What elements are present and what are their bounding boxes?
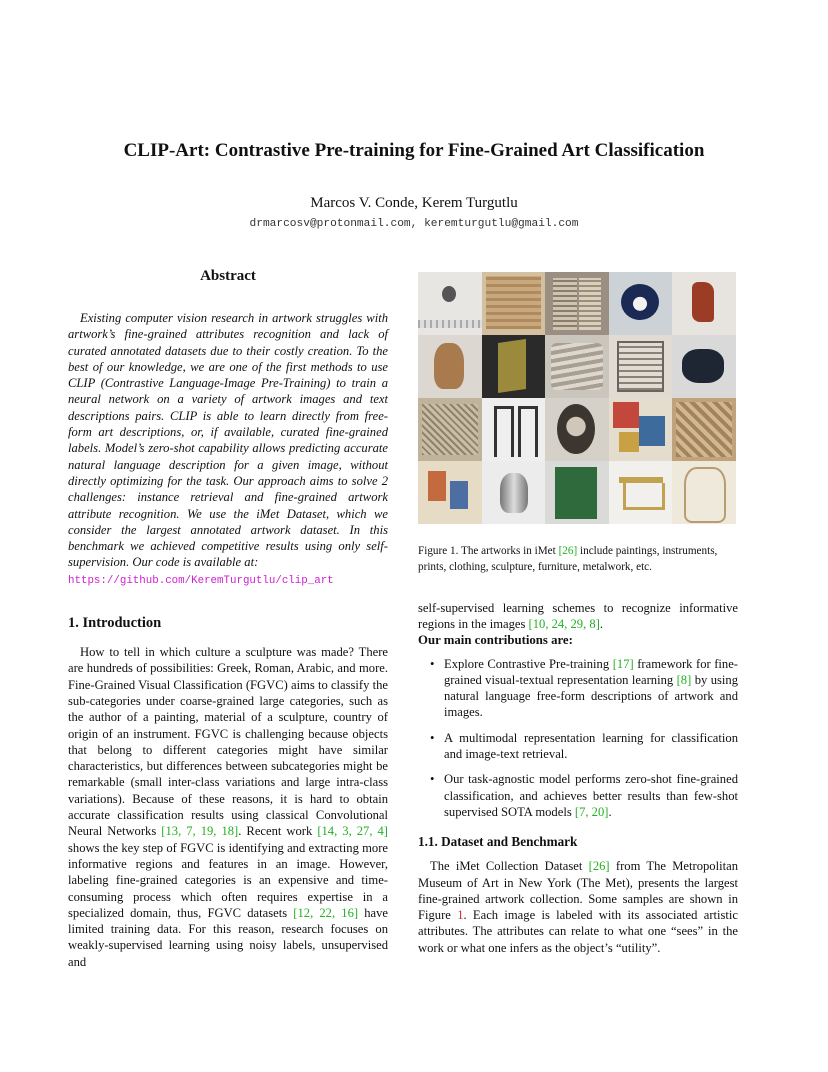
artwork-image-fragment: [672, 272, 736, 335]
artwork-image-textile-pattern: [672, 398, 736, 461]
citation[interactable]: [14, 3, 27, 4]: [317, 824, 388, 839]
artwork-image-etching: [418, 398, 482, 461]
contributions-heading: Our main contributions are:: [418, 632, 573, 647]
artwork-image-portrait: [545, 398, 609, 461]
artwork-image-chairs: [482, 398, 546, 461]
artwork-image-vase: [418, 335, 482, 398]
abstract-text: [68, 310, 388, 589]
intro-text-4: have limited training data. For this reason, research focuses on weakly-supervised learning using noisy labels, unsupervised and: [68, 905, 389, 969]
contribution-item: [418, 656, 738, 721]
dataset-text: . Each image is labeled with its associated artistic attributes. The attributes can relate to what one “sees” in the work or what one infers as the object’s “utility”.: [418, 908, 738, 955]
intro-heading: 1. Introduction: [68, 615, 162, 632]
contribution-text: A multimodal representation learning for classification and image-text retrieval.: [444, 730, 738, 762]
contribution-text: framework for fine-grained visual-textual representation learning: [444, 656, 738, 687]
dataset-text: The iMet Collection Dataset: [430, 859, 589, 874]
artwork-image-gilded-table: [609, 461, 673, 524]
caption-text-1: Figure 1. The artworks in iMet: [418, 545, 559, 557]
contribution-item: [418, 771, 738, 820]
dataset-heading: 1.1. Dataset and Benchmark: [418, 834, 578, 850]
intro-text-3: shows the key step of FGVC is identifying and extracting more informative regions and features in an image. However, labeling fine-grained categories is an expensive and time-consuming process which often requires expertise in a specialized domain, thus, FGVC datasets: [68, 840, 388, 920]
code-link[interactable]: https://github.com/KeremTurgutlu/clip_art: [68, 574, 334, 587]
paper-title: CLIP-Art: Contrastive Pre-training for Fine-Grained Art Classification: [123, 140, 705, 161]
author-emails: drmarcosv@protonmail.com, keremturgutlu@gmail.com: [249, 218, 579, 230]
citation[interactable]: [7, 20]: [574, 804, 609, 819]
artwork-image-ornament-drawing: [672, 461, 736, 524]
contribution-text: Our task-agnostic model performs zero-shot fine-grained classification, and achieves better results than few-shot supervised SOTA models: [444, 772, 738, 819]
intro-cont-text: self-supervised learning schemes to recognize informative regions in the images: [418, 601, 738, 632]
citation[interactable]: [12, 22, 16]: [293, 905, 359, 920]
bullet: •: [430, 656, 435, 671]
intro-paragraph: [68, 644, 388, 970]
artwork-image-dark-pot: [672, 335, 736, 398]
citation[interactable]: [17]: [612, 656, 634, 671]
contribution-text: Explore Contrastive Pre-training: [444, 656, 613, 671]
right-column: [418, 600, 738, 956]
artwork-image-ribbed-vessel: [545, 335, 609, 398]
artwork-image-printed-page: [609, 335, 673, 398]
contribution-text: .: [608, 804, 612, 819]
artwork-image-coin: [418, 272, 482, 335]
artwork-image-manuscript: [545, 272, 609, 335]
citation[interactable]: [26]: [558, 545, 578, 557]
artwork-image-gold-book: [482, 335, 546, 398]
artwork-image-textile: [482, 272, 546, 335]
artwork-image-colored-print: [609, 398, 673, 461]
figure-caption: [418, 544, 740, 575]
artwork-image-bowl: [609, 272, 673, 335]
bullet: •: [430, 730, 435, 745]
intro-text-2: . Recent work: [238, 824, 318, 839]
citation[interactable]: [10, 24, 29, 8]: [528, 617, 600, 632]
left-column: [68, 268, 388, 970]
authors: Marcos V. Conde, Kerem Turgutlu: [310, 195, 518, 211]
intro-continued: [418, 600, 738, 633]
abstract-body: Existing computer vision research in artwork struggles with artwork’s fine-grained attributes recognition and lack of curated annotated datasets due to their costly creation. To the best of our knowledge, we are one of the first methods to use CLIP (Contrastive Language-Image Pre-Training) to train a neural network on a variety of artwork images and text descriptions pairs. CLIP is able to learn directly from free-form art descriptions, or, if available, curated fine-grained labels. Model’s zero-shot capability allows predicting accurate natural language description for a given image, without directly optimizing for the task. Our approach aims to solve 2 challenges: instance retrieval and fine-grained artwork attribute recognition. We use the iMet Dataset, which we consider the largest annotated artwork dataset. In this benchmark we achieved competitive results using only self-supervision. Our code is available at:: [68, 311, 388, 570]
citation[interactable]: [8]: [676, 672, 692, 687]
artwork-image-caricature: [418, 461, 482, 524]
bullet: •: [430, 772, 435, 787]
artwork-image-green-tile: [545, 461, 609, 524]
artwork-image-teapot: [482, 461, 546, 524]
caption-text-2: include paintings, instruments, prints, clothing, sculpture, furniture, metalwork, etc.: [418, 545, 718, 573]
citation[interactable]: [26]: [588, 859, 610, 874]
contribution-item: [418, 730, 738, 763]
contributions-list: [418, 656, 738, 821]
intro-cont-end: .: [599, 617, 604, 632]
intro-text-1: How to tell in which culture a sculpture was made? There are hundreds of possibilities: Greek, Roman, Arabic, and more. Fine-Grained Visual Classification (FGVC) aims to classify the sub-categories under coarse-grained large categories, such as the author of a painting, material of a sculpture, country of origin of an instrument. FGVC is challenging because objects that belong to different categories might have similar characteristics, but differences between subcategories might be remarkable (small inter-class variations and large intra-class variations). Because of these reasons, it is hard to obtain accurate classification results using classical Convolutional Neural Networks: [68, 645, 388, 839]
abstract-heading: Abstract: [200, 268, 256, 284]
artwork-figure-grid: [418, 272, 736, 524]
dataset-text: from The Metropolitan Museum of Art in New York (The Met), presents the largest fine-grained artwork collection. Some samples are shown in Figure: [418, 859, 738, 923]
citation[interactable]: [13, 7, 19, 18]: [161, 824, 239, 839]
contribution-text: by using natural language free-form descriptions of artwork and images.: [444, 672, 739, 720]
dataset-paragraph: [418, 858, 738, 956]
figure-reference[interactable]: 1: [457, 908, 464, 923]
